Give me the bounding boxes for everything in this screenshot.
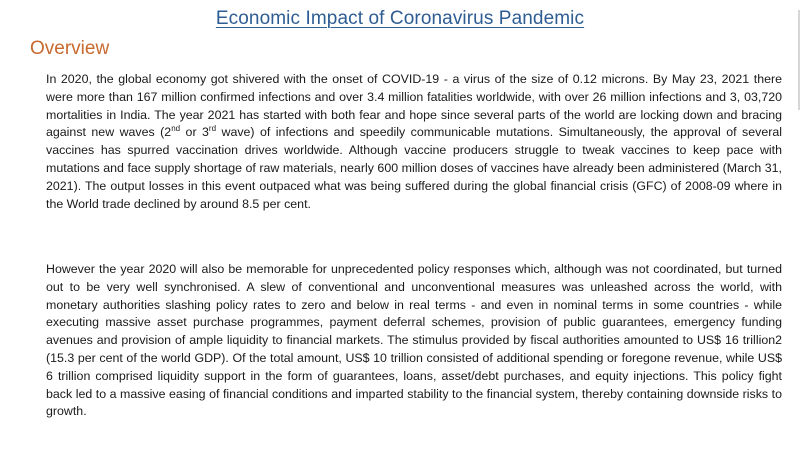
superscript-rd: rd (208, 124, 217, 134)
paragraph-1 (46, 71, 782, 213)
section-heading: Overview (30, 38, 110, 59)
paragraph-2: However the year 2020 will also be memorable for unprecedented policy responses which, although was not coordinated, but turned out to be very well synchronised. A slew of conventional and unconventional measures was unleashed across the world, with monetary authorities slashing policy rates to zero and below in real terms - and even in nominal terms in some countries - while executing massive asset purchase programmes, payment deferral schemes, provision of public guarantees, emergency funding avenues and provision of ample liquidity to financial markets. The stimulus provided by fiscal authorities amounted to US$ 16 trillion2 (15.3 per cent of the world GDP). Of the total amount, US$ 10 trillion consisted of additional spending or foregone revenue, while US$ 6 trillion comprised liquidity support in the form of guarantees, loans, asset/debt purchases, and equity injections. This policy fight back led to a massive easing of financial conditions and imparted stability to the financial system, thereby containing downside risks to growth. (46, 262, 782, 419)
paragraph-1-text-c: wave) of infections and speedily communicable mutations. Simultaneously, the approval of several vaccines has spurred vaccination drives worldwide. Although vaccine producers struggle to tweak vaccines to keep pace with mutations and face supply shortage of raw materials, nearly 600 million doses of vaccines have already been administered (March 31, 2021). The output losses in this event outpaced what was being suffered during the global financial crisis (GFC) of 2008-09 where in the World trade declined by around 8.5 per cent. (46, 125, 782, 211)
superscript-nd: nd (171, 124, 181, 134)
document-title: Economic Impact of Coronavirus Pandemic (215, 8, 585, 29)
paragraph-1-text-a: In 2020, the global economy got shivered with the onset of COVID-19 - a virus of the size of 0.12 microns. By May 23, 2021 there were more than 167 million confirmed infections and over 3.4 million fatalities worldwide, with over 26 million infections and 3, 03,720 mortalities in India. The year 2021 has started with both fear and hope since several parts of the world are locking down and bracing against new waves (2 (46, 72, 782, 140)
paragraph-1-text-b: or 3 (180, 125, 209, 140)
